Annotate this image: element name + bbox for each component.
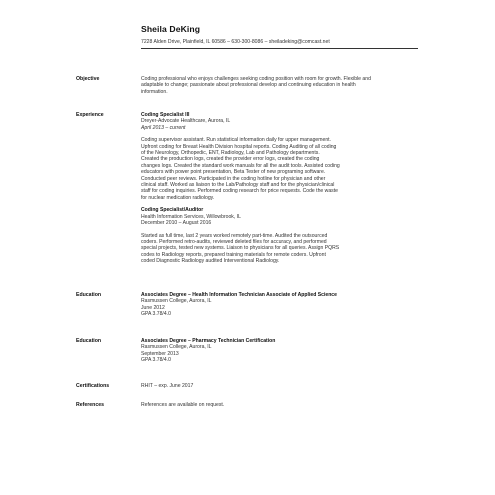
objective-label: Objective xyxy=(76,76,100,82)
job-dates: April 2013 – current xyxy=(141,124,186,131)
job-description-line: educators with power point presentation, Beta Tester of new programing software. xyxy=(141,169,326,176)
gpa: GPA 3.78/4.0 xyxy=(141,357,171,364)
job-description-line: staff for coding inquiries. Performed coding research for price requests. Code the waste xyxy=(141,188,338,195)
job-description-line: coded Diagnostic Radiology audited Interventional Radiology. xyxy=(141,258,280,265)
experience-content xyxy=(141,112,423,265)
graduation-date: September 2013 xyxy=(141,350,179,357)
job-employer: Health Information Services, Willowbrook, IL xyxy=(141,213,241,220)
graduation-date: June 2012 xyxy=(141,304,165,311)
certifications-text: RHIT – exp. June 2017 xyxy=(141,383,194,389)
job-description-line: Coding supervisor assistant. Run statistical information daily for upper management. xyxy=(141,137,331,144)
job-description-line: Created the production logs, created the provider error logs, created the coding xyxy=(141,156,320,163)
job-description-line: for nuclear medication radiology. xyxy=(141,194,215,201)
objective-line: information. xyxy=(141,88,168,95)
education-content xyxy=(141,338,423,364)
job-description-line: clinical staff. Worked as liaison to the Lab/Pathology staff and for the physician/clinical xyxy=(141,182,335,189)
job-description-line: changes logs. Created the standard work manuals for all the audit tools. Assisted coding xyxy=(141,162,340,169)
job-title: Coding Specialist/Auditor xyxy=(141,207,204,214)
applicant-name: Sheila DeKing xyxy=(141,24,201,34)
job-dates: December 2010 – August 2016 xyxy=(141,220,212,227)
job-employer: Dreyer-Advocate Healthcare, Aurora, IL xyxy=(141,118,231,125)
objective-line: Coding professional who enjoys challenges seeking coding position with room for growth. Flexible and xyxy=(141,76,371,82)
school-name: Rasmussen College, Aurora, IL xyxy=(141,298,212,305)
job-description-line: special projects, tested new systems. Liaison to physicians for all queries. Assign PQRS xyxy=(141,245,340,252)
job-description-line: of the Neurology, Orthopedic, ENT, Radiology, Lab and Pathology departments. xyxy=(141,150,320,157)
contact-line: 7228 Alden Drive, Plainfield, IL 60586 – 630-300-8086 – sheiladeking@comcast.net xyxy=(141,39,330,45)
job-description-line: coders. Performed retro-audits, reviewed deleted files for accuracy, and performed xyxy=(141,238,327,245)
objective-text xyxy=(141,76,423,95)
references-label: References xyxy=(76,402,104,408)
degree-title: Associates Degree – Health Information Technician Associate of Applied Science xyxy=(141,292,337,298)
education-content xyxy=(141,292,423,318)
certifications-label: Certifications xyxy=(76,383,110,389)
education-label: Education xyxy=(76,338,102,344)
job-description-line: Conducted peer reviews. Participated in the coding hotline for physician and other xyxy=(141,175,326,182)
job-description-line: Started as full time, last 2 years worked remotely part-time. Audited the outsourced xyxy=(141,232,328,239)
references-text: References are available on request. xyxy=(141,402,225,408)
education-label: Education xyxy=(76,292,102,298)
job-description-line: Upfront coding for Breast Health Division hospital reports. Coding Auditing of all coding xyxy=(141,143,337,150)
header-divider xyxy=(141,48,418,49)
school-name: Rasmussen College, Aurora, IL xyxy=(141,344,212,351)
gpa: GPA 3.78/4.0 xyxy=(141,311,171,318)
job-description-line: codes to Radiology reports, prepared training materials for remote coders. Upfront xyxy=(141,251,326,258)
objective-line: adaptable to change; passionate about professional develop and continuing education in health xyxy=(141,82,356,89)
job-title: Coding Specialist III xyxy=(141,112,190,118)
degree-title: Associates Degree – Pharmacy Technician Certification xyxy=(141,338,276,344)
experience-label: Experience xyxy=(76,112,104,118)
